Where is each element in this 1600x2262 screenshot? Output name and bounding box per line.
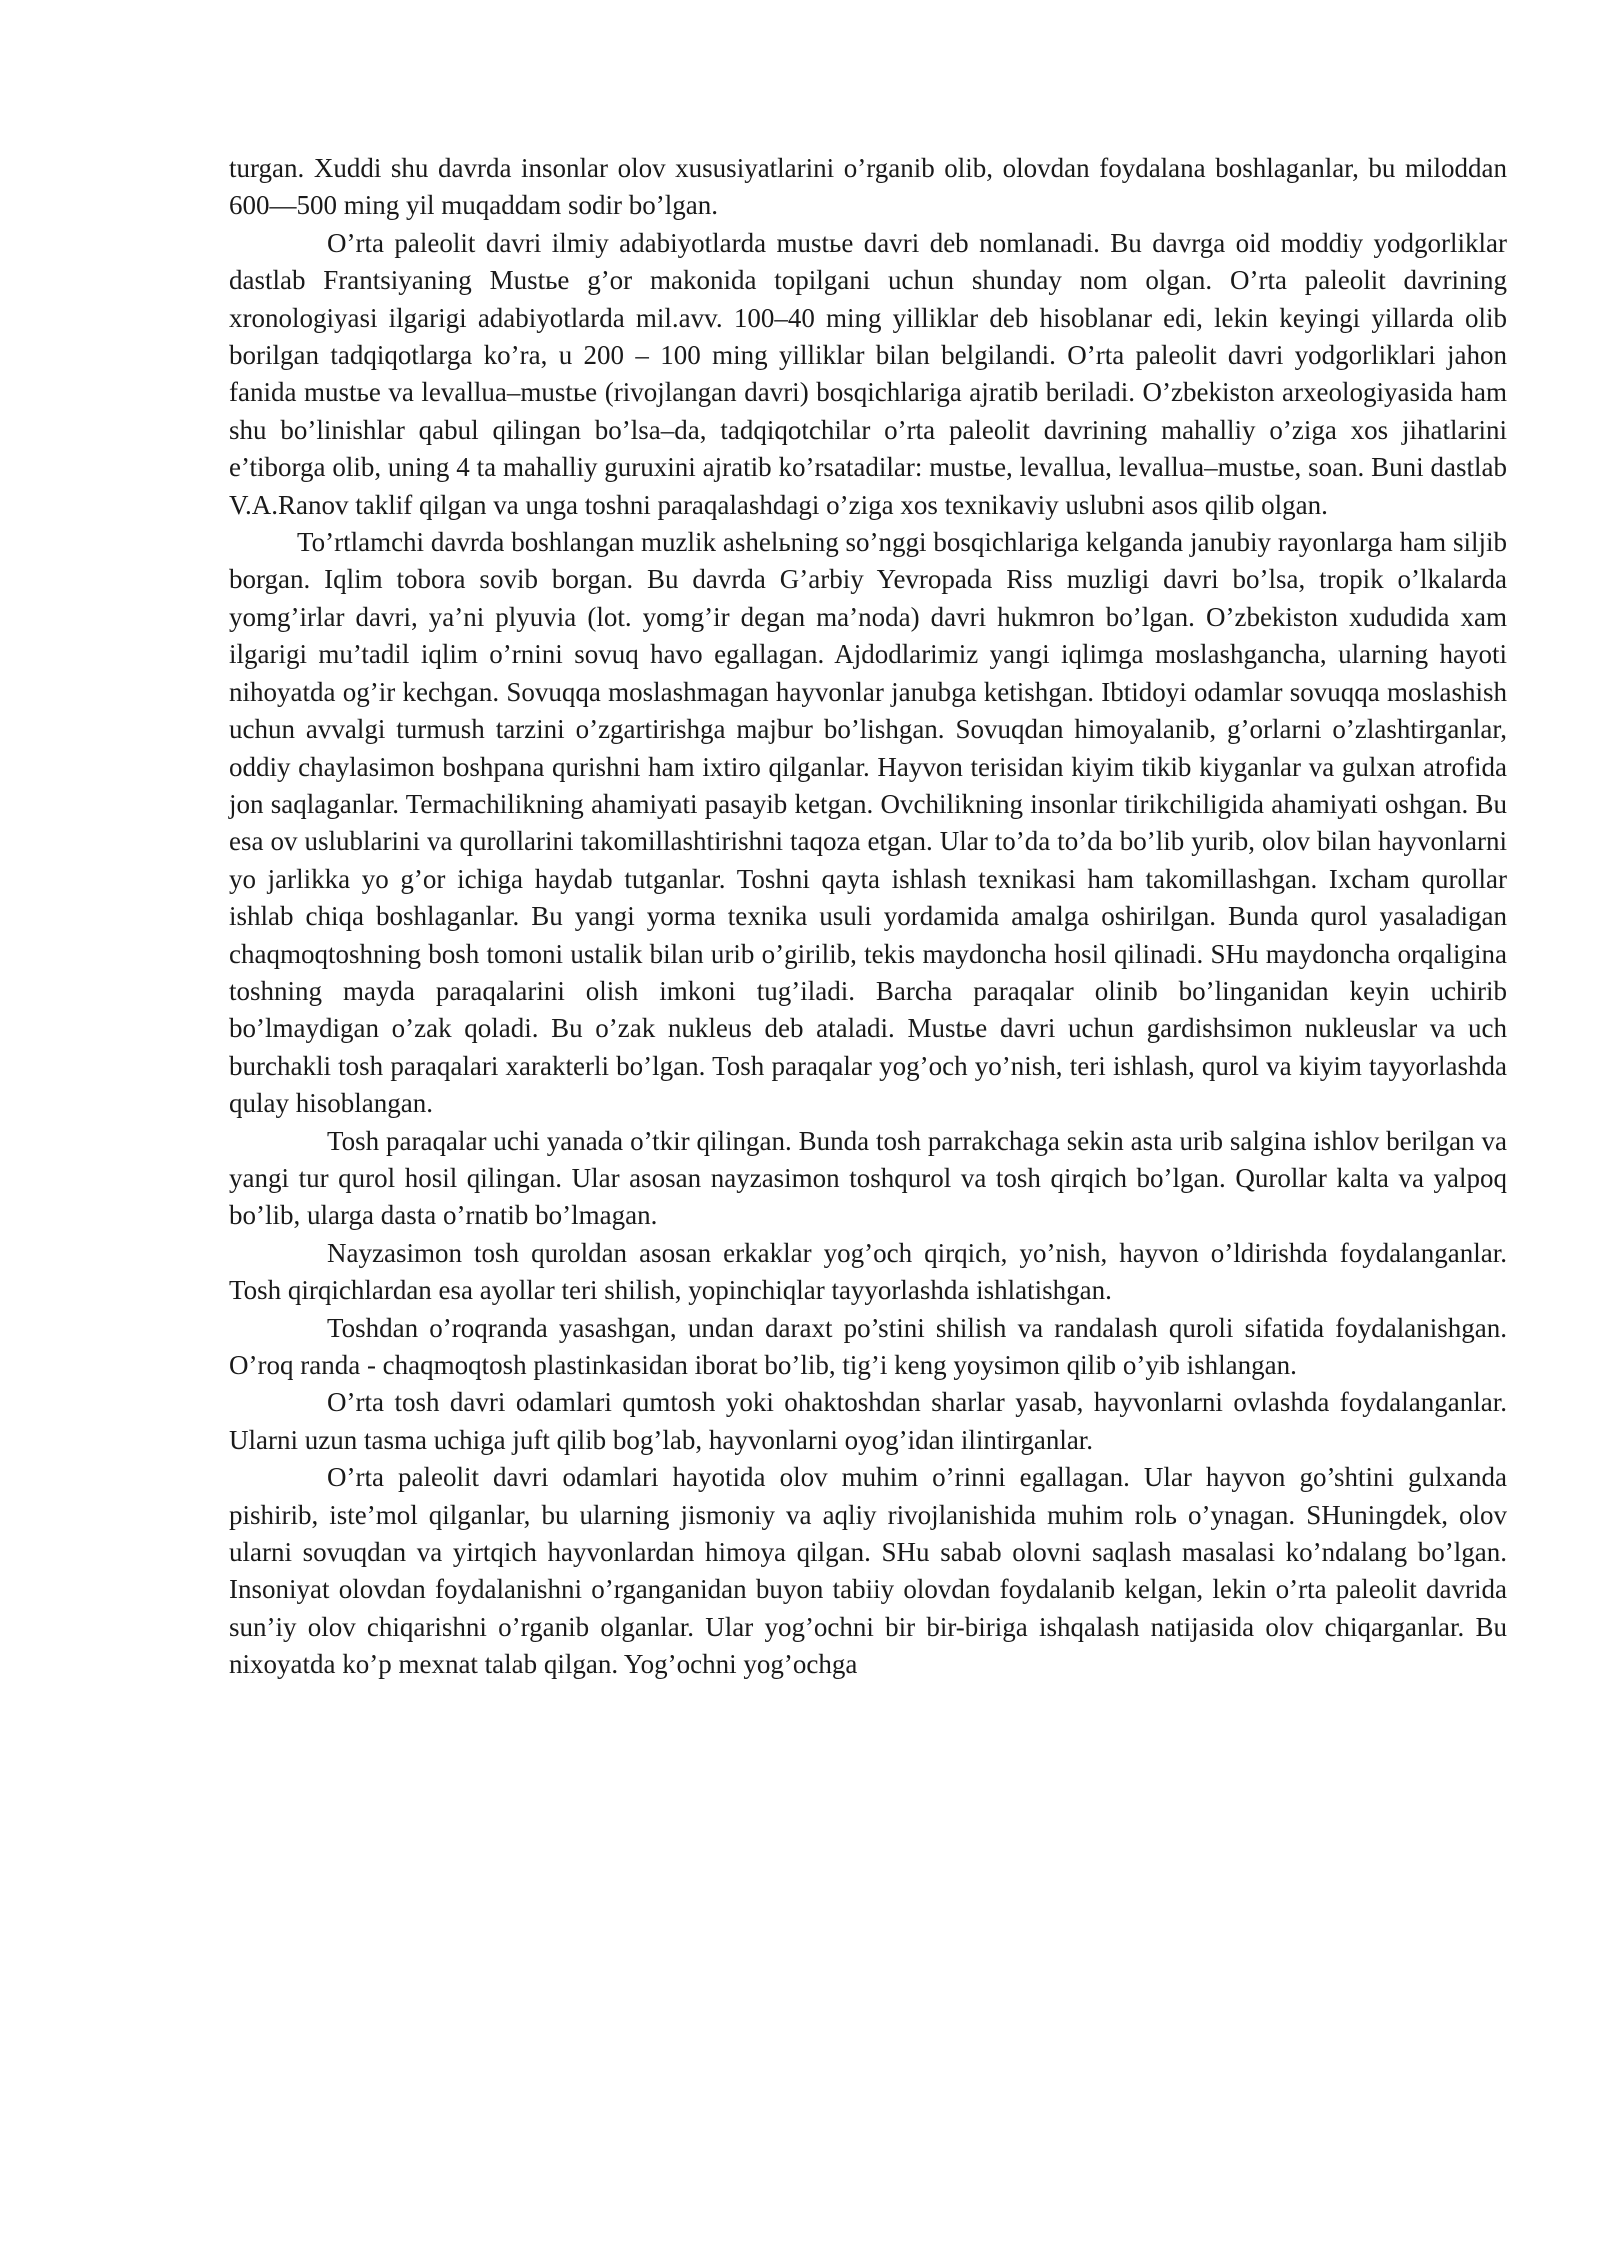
paragraph-1: turgan. Xuddi shu davrda insonlar olov xususiyatlarini o’rganib olib, olovdan foydalana boshlaganlar, bu miloddan 600—500 ming yil muqaddam sodir bo’lgan.	[229, 153, 1507, 221]
paragraph-8: O’rta paleolit davri odamlari hayotida olov muhim o’rinni egallagan. Ular hayvon go’shtini gulxanda pishirib, iste’mol qilganlar, bu ularning jismoniy va aqliy rivojlanishida muhim rolь o’ynagan. SHuningdek, olov ularni sovuqdan va yirtqich hayvonlardan himoya qilgan. SHu sabab olovni saqlash masalasi ko’ndalang bo’lgan. Insoniyat olovdan foydalanishni o’rganganidan buyon tabiiy olovdan foydalanib kelgan, lekin o’rta paleolit davrida sun’iy olov chiqarishni o’rganib olganlar. Ular yog’ochni bir bir-biriga ishqalash natijasida olov chiqarganlar. Bu nixoyatda ko’p mexnat talab qilgan. Yog’ochni yog’ochga	[229, 1462, 1507, 1680]
paragraph-6: Toshdan o’roqranda yasashgan, undan daraxt po’stini shilish va randalash quroli sifatida foydalanishgan. O’roq randa - chaqmoqtosh plastinkasidan iborat bo’lib, tig’i keng yoysimon qilib o’yib ishlangan.	[229, 1312, 1507, 1380]
paragraph-2: O’rta paleolit davri ilmiy adabiyotlarda mustьe davri deb nomlanadi. Bu davrga oid moddiy yodgorliklar dastlab Frantsiyaning Mustьe g’or makonida topilgani uchun shunday nom olgan. O’rta paleolit davrining xronologiyasi ilgarigi adabiyotlarda mil.avv. 100–40 ming yilliklar deb hisoblanar edi, lekin keyingi yillarda olib borilgan tadqiqotlarga ko’ra, u 200 – 100 ming yilliklar bilan belgilandi. O’rta paleolit davri yodgorliklari jahon fanida mustьe va levallua–mustьe (rivojlangan davri) bosqichlariga ajratib beriladi. O’zbekiston arxeologiyasida ham shu bo’linishlar qabul qilingan bo’lsa–da, tadqiqotchilar o’rta paleolit davrining mahalliy o’ziga xos jihatlarini e’tiborga olib, uning 4 ta mahalliy guruxini ajratib ko’rsatadilar: mustьe, levallua, levallua–mustьe, soan. Buni dastlab V.A.Ranov taklif qilgan va unga toshni paraqalashdagi o’ziga xos texnikaviy uslubni asos qilib olgan.	[229, 227, 1507, 520]
paragraph-7: O’rta tosh davri odamlari qumtosh yoki ohaktoshdan sharlar yasab, hayvonlarni ovlashda foydalanganlar. Ularni uzun tasma uchiga juft qilib bog’lab, hayvonlarni oyog’idan ilintirganlar.	[229, 1387, 1507, 1455]
paragraph-4: Tosh paraqalar uchi yanada o’tkir qilingan. Bunda tosh parrakchaga sekin asta urib salgina ishlov berilgan va yangi tur qurol hosil qilingan. Ular asosan nayzasimon toshqurol va tosh qirqich bo’lgan. Qurollar kalta va yalpoq bo’lib, ularga dasta o’rnatib bo’lmagan.	[229, 1125, 1507, 1231]
paragraph-5: Nayzasimon tosh quroldan asosan erkaklar yog’och qirqich, yo’nish, hayvon o’ldirishda foydalanganlar. Tosh qirqichlardan esa ayollar teri shilish, yopinchiqlar tayyorlashda ishlatishgan.	[229, 1237, 1507, 1306]
document-page	[229, 150, 1507, 1684]
paragraph-3: To’rtlamchi davrda boshlangan muzlik ashelьning so’nggi bosqichlariga kelganda janubiy rayonlarga ham siljib borgan. Iqlim tobora sovib borgan. Bu davrda G’arbiy Yevropada Riss muzligi davri bo’lsa, tropik o’lkalarda yomg’irlar davri, ya’ni plyuvia (lot. yomg’ir degan ma’noda) davri hukmron bo’lgan. O’zbekiston xududida xam ilgarigi mu’tadil iqlim o’rnini sovuq havo egallagan. Ajdodlarimiz yangi iqlimga moslashgancha, ularning hayoti nihoyatda og’ir kechgan. Sovuqqa moslashmagan hayvonlar janubga ketishgan. Ibtidoyi odamlar sovuqqa moslashish uchun avvalgi turmush tarzini o’zgartirishga majbur bo’lishgan. Sovuqdan himoyalanib, g’orlarni o’zlashtirganlar, oddiy chaylasimon boshpana qurishni ham ixtiro qilganlar. Hayvon terisidan kiyim tikib kiyganlar va gulxan atrofida jon saqlaganlar. Termachilikning ahamiyati pasayib ketgan. Ovchilikning insonlar tirikchiligida ahamiyati oshgan. Bu esa ov uslublarini va qurollarini takomillashtirishni taqoza etgan. Ular to’da to’da bo’lib yurib, olov bilan hayvonlarni yo jarlikka yo g’or ichiga haydab tutganlar. Toshni qayta ishlash texnikasi ham takomillashgan. Ixcham qurollar ishlab chiqa boshlaganlar. Bu yangi yorma texnika usuli yordamida amalga oshirilgan. Bunda qurol yasaladigan chaqmoqtoshning bosh tomoni ustalik bilan urib o’girilib, tekis maydoncha hosil qilinadi. SHu maydoncha orqaligina toshning mayda paraqalarini olish imkoni tug’iladi. Barcha paraqalar olinib bo’linganidan keyin uchirib bo’lmaydigan o’zak qoladi. Bu o’zak nukleus deb ataladi. Mustьe davri uchun gardishsimon nukleuslar va uch burchakli tosh paraqalari xarakterli bo’lgan. Tosh paraqalar yog’och yo’nish, teri ishlash, qurol va kiyim tayyorlashda qulay hisoblangan.	[229, 527, 1507, 1119]
